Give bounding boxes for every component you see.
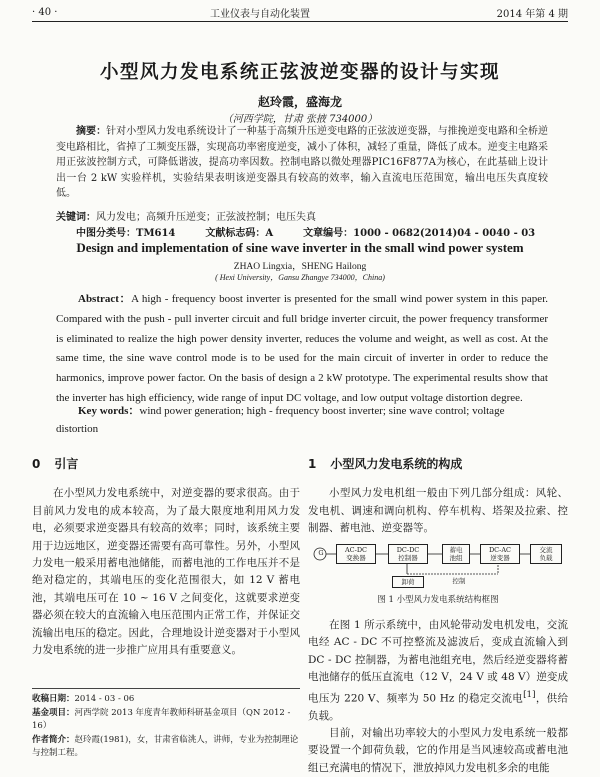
box-load: 交流 负载 <box>530 544 562 564</box>
abstract-label: 摘要： <box>76 126 107 137</box>
system-block-diagram <box>308 540 568 588</box>
para-2-tail: ，供给负载。 <box>308 692 568 722</box>
affiliation: （河西学院，甘肃 张掖 734000） <box>222 114 378 125</box>
generator-label: G <box>318 548 324 557</box>
box-dc-ac: DC-AC 逆变器 <box>480 544 520 564</box>
section-1-title: 小型风力发电系统的构成 <box>330 457 463 471</box>
issue-number: 2014 年第 4 期 <box>496 8 568 20</box>
abstract-cn <box>56 124 548 202</box>
received-label: 收稿日期： <box>32 694 75 704</box>
author-label: 作者简介： <box>32 734 75 745</box>
figure-caption: 图 1 小型风力发电系统结构框图 <box>377 594 499 605</box>
footnote-received <box>32 693 300 707</box>
classification <box>76 224 548 239</box>
section-1-para-1: 小型风力发电机组一般由下列几部分组成：风轮、发电机、调速和调向机构、停车机构、塔架及拉索、控制器、蓄电池、逆变器等。 <box>308 487 568 535</box>
keywords-cn <box>56 208 548 223</box>
header-rule <box>32 21 568 22</box>
en-keywords-text: wind power generation; high - frequency boost inverter; sine wave control; voltage distortion <box>56 405 505 435</box>
en-abstract-text: A high - frequency boost inverter is presented for the small wind power system in this paper. Compared with the push - pull inverter circuit and full bridge inverter circuit, the power frequency transformer is eliminated to realize the high power density inverter, reduces the volume and weight, as well as cost. At the same time, the sine wave control mode is to be used for the main circuit of inverter in order to reduce the harmonics, improve power factor. On the basis of design a 2 kW prototype. The experimental results show that the inverter has high efficiency, wide range of input DC voltage, and low output voltage distortion degree. <box>56 293 548 404</box>
english-title: Design and implementation of sine wave inverter in the small wind power system <box>76 240 524 255</box>
page-number: · 40 · <box>32 6 58 18</box>
section-1-para-2 <box>308 617 568 725</box>
paper-title: 小型风力发电系统正弦波逆变器的设计与实现 <box>99 62 500 83</box>
english-authors: ZHAO Lingxia，SHENG Hailong <box>233 262 367 272</box>
keywords-text: 风力发电；高频升压逆变；正弦波控制；电压失真 <box>96 212 316 223</box>
footnotes <box>32 688 300 761</box>
keywords-label: 关键词： <box>56 212 96 223</box>
en-abstract-label: Abstract： <box>78 293 132 305</box>
section-0-number: 0 <box>32 457 41 471</box>
box-dump-load: 卸荷 <box>392 576 424 588</box>
journal-name: 工业仪表与自动化装置 <box>210 8 310 20</box>
doc-code: 文献标志码：A <box>205 228 274 239</box>
box-ac-dc: AC-DC 变换器 <box>336 544 376 564</box>
received-date: 2014 - 03 - 06 <box>74 694 135 704</box>
authors: 赵玲霞，盛海龙 <box>257 95 342 109</box>
section-0-body: 在小型风力发电系统中，对逆变器的要求很高。由于目前风力发电的成本较高，为了最大限度地利用风力发电，必须要求逆变器具有较高的效率；同时，该系统主要用于边远地区，逆变器还需要有高可靠性。另外，小型风力发电一般采用蓄电池储能，而蓄电池的工作电压并不是绝对稳定的，其端电压的变化范围很大，如 12 V 蓄电池，其端电压可在 10 ~ 16 V 之间变化，这就要求逆变器必须在较大的直流输入电压范围内正常工作，并保证交流输出电压的稳定。因此，合理地设计逆变器对于小型风力发电系统的进一步推广应用具有重要意义。 <box>32 487 300 657</box>
box-dc-dc: DC-DC 控制器 <box>388 544 428 564</box>
control-label: 控制 <box>452 576 466 585</box>
fund-label: 基金项目： <box>32 707 75 718</box>
section-0-title: 引言 <box>54 457 79 471</box>
right-column <box>308 456 568 777</box>
box-battery: 蓄电 池组 <box>442 544 470 564</box>
english-affiliation: ( Hexi University，Gansu Zhangye 734000，China) <box>215 273 385 282</box>
keywords-en <box>56 402 548 438</box>
en-keywords-label: Key words： <box>78 405 140 417</box>
left-column <box>32 456 300 659</box>
para-2-text: 在图 1 所示系统中，由风轮带动发电机发电，交流电经 AC - DC 不可控整流及滤波后，变成直流输入到 DC - DC 控制器，为蓄电池组充电，然后经逆变器将蓄电池储存的低压直流电（12 V，24 V 或 48 V）逆变成电压为 220 V、频率为 50 Hz 的稳定交流电 <box>308 619 568 705</box>
footnote-author <box>32 734 300 761</box>
page-header <box>32 4 568 20</box>
abstract-en <box>56 290 548 409</box>
section-1-number: 1 <box>308 457 317 471</box>
section-1-para-3: 目前，对输出功率较大的小型风力发电系统一般都要设置一个卸荷负载，它的作用是当风速较高或蓄电池组已充满电的情况下，泄放掉风力发电机多余的电能 <box>308 726 568 774</box>
author-bio: 赵玲霞(1981)，女，甘肃省临洮人，讲师，专业为控制理论与控制工程。 <box>32 734 299 758</box>
abstract-text: 针对小型风力发电系统设计了一种基于高频升压逆变电路的正弦波逆变器，与推挽逆变电路和全桥逆变电路相比，省掉了工频变压器，实现高功率密度逆变，减小了体积，减轻了重量，降低了成本。逆变主电路采用正弦波控制方式，可降低谐波，提高功率因数。控制电路以微处理器PIC16F877A为核心，在此基础上设计出一台 2 kW 实验样机，实验结果表明该逆变器具有较高的效率，输入直流电压范围宽，输出电压失真度较低。 <box>56 126 549 200</box>
section-0-heading <box>32 456 300 473</box>
section-1-heading <box>308 456 568 473</box>
clc-number: 中图分类号：TM614 <box>76 228 176 239</box>
article-number: 文章编号：1000 - 0682(2014)04 - 0040 - 03 <box>303 228 536 239</box>
citation-ref: [1] <box>523 689 536 700</box>
footnote-fund <box>32 707 300 734</box>
fund-text: 河西学院 2013 年度青年教师科研基金项目（QN 2012 - 16） <box>32 707 291 731</box>
